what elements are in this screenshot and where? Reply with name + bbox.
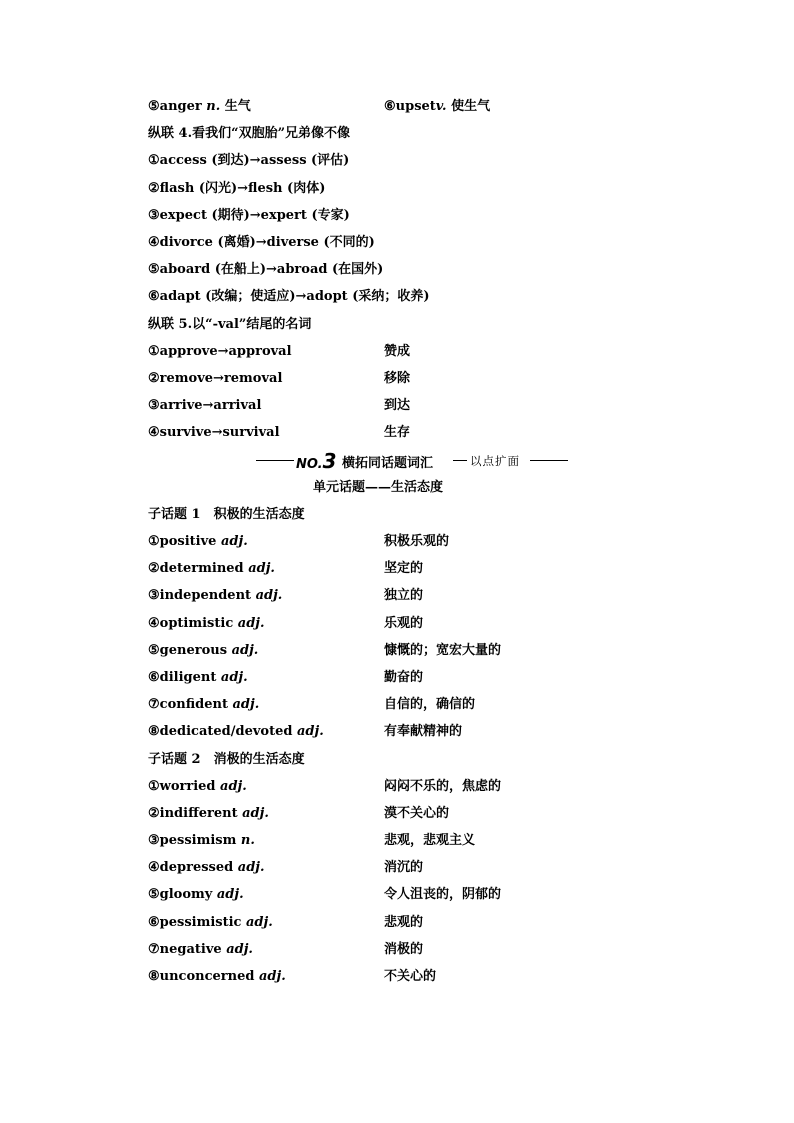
vocab-word: gloomy [159,887,213,903]
vocab-word: indifferent [159,805,238,821]
vocab-meaning: 使生气 [451,99,491,114]
banner-number [296,449,337,473]
vocab-meaning: 积极乐观的 [384,534,450,549]
part-of-speech: adj. [216,887,244,903]
vocab-meaning: 漠不关心的 [384,805,450,821]
vocab-meaning: 消极的 [384,941,424,957]
document-page [148,93,648,990]
vocab-word: pessimism [159,833,237,849]
derivation-word: ③arrive→arrival [148,398,262,414]
vocab-row [148,963,648,990]
banner-no-label: NO. [296,457,323,473]
derivation-word: ④survive→survival [148,425,280,441]
banner-subtitle: 以点扩面 [470,454,520,469]
item-number: ② [148,561,160,577]
word-pair-row: ①access (到达)→assess (评估) [148,153,350,169]
vocab-row [148,582,648,609]
vocab-word: determined [159,561,244,577]
item-number: ① [148,778,160,794]
item-number: ① [148,534,160,549]
vocab-meaning: 自信的，确信的 [384,697,476,713]
word-pair-row: ④divorce (离婚)→diverse (不同的) [148,234,375,250]
vocab-row-anger [148,93,648,120]
vocab-row [148,909,648,936]
vocab-word: depressed [159,860,234,876]
part-of-speech: n. [206,99,221,114]
derivation-meaning: 移除 [384,370,411,386]
vocab-row [148,664,648,691]
vocab-meaning: 不关心的 [384,969,437,984]
vocab-row [148,881,648,908]
vocab-row [148,827,648,854]
item-number: ④ [148,860,160,876]
vocab-meaning: 令人沮丧的，阴郁的 [384,887,502,903]
vocab-meaning: 坚定的 [384,561,424,577]
item-number: ⑧ [148,969,160,984]
word-pair-row: ⑥adapt (改编；使适应)→adopt (采纳；收养) [148,289,430,305]
item-number: ⑥ [384,99,396,114]
part-of-speech: adj. [226,941,253,957]
word-derivation-row [148,365,648,392]
vocab-meaning: 独立的 [384,588,424,604]
unit-topic-heading: 单元话题——生活态度 [312,479,443,495]
vocab-word: upset [395,99,436,114]
vocab-meaning: 勤奋的 [384,669,424,685]
banner-rule-middle [453,460,467,461]
vocab-word: worried [159,778,216,794]
vocab-row [148,691,648,718]
subtopic-1-title: 子话题 1 积极的生活态度 [148,506,305,522]
part-of-speech: adj. [220,669,248,685]
part-of-speech: adj. [246,914,273,930]
vocab-word: diligent [159,669,217,685]
derivation-meaning: 到达 [384,398,411,414]
vocab-word: optimistic [159,615,234,631]
item-number: ⑤ [148,887,160,903]
vocab-word: independent [159,588,252,604]
vocab-row [148,936,648,963]
vocab-meaning: 悲观的 [384,914,424,930]
vocab-meaning: 生气 [224,99,251,114]
vocab-meaning: 消沉的 [384,860,424,876]
banner-no-digit: 3 [322,449,337,474]
vocab-word: negative [159,941,222,957]
vocab-word: positive [159,534,217,549]
part-of-speech: adj. [258,969,286,984]
item-number: ⑥ [148,914,160,930]
derivation-word: ②remove→removal [148,370,283,386]
item-number: ⑦ [148,941,160,957]
subtopic-2-title: 子话题 2 消极的生活态度 [148,751,305,767]
derivation-meaning: 赞成 [384,343,411,359]
item-number: ③ [148,588,160,604]
vocab-word: confident [159,697,228,713]
vocab-word: generous [159,642,228,658]
part-of-speech: adj. [255,588,283,604]
part-of-speech: adj. [231,642,259,658]
part-of-speech: adj. [237,860,265,876]
part-of-speech: adj. [237,615,265,631]
vocab-row [148,800,648,827]
part-of-speech: adj. [220,778,247,794]
item-number: ② [148,805,160,821]
part-of-speech: adj. [242,805,269,821]
banner-title: 横拓同话题词汇 [342,456,434,472]
vocab-row [148,854,648,881]
vocab-row [148,610,648,637]
vocab-row [148,773,648,800]
item-number: ④ [148,615,160,631]
word-derivation-row [148,392,648,419]
vocab-row [148,637,648,664]
part-of-speech: adj. [248,561,275,577]
vocab-row [148,528,648,555]
section-banner [148,446,648,473]
vocab-row [148,555,648,582]
word-pair-row: ②flash (闪光)→flesh (肉体) [148,180,326,196]
word-derivation-row [148,419,648,446]
banner-rule-left [256,460,294,461]
word-pair-row: ⑤aboard (在船上)→abroad (在国外) [148,262,384,278]
vocab-word: unconcerned [159,969,255,984]
derivation-meaning: 生存 [384,425,411,441]
part-of-speech: adj. [220,534,248,549]
part-of-speech: n. [240,833,255,849]
vocab-row-upset [384,93,490,120]
vocab-meaning: 闷闷不乐的，焦虑的 [384,778,502,794]
part-of-speech: adj. [232,697,260,713]
vocab-meaning: 乐观的 [384,615,424,631]
vocab-word: anger [159,99,202,114]
section-title-link4: 纵联 4.看我们“双胞胎”兄弟像不像 [148,126,351,142]
part-of-speech: v. [435,99,447,114]
part-of-speech: adj. [296,724,324,740]
word-pair-row: ③expect (期待)→expert (专家) [148,207,350,223]
item-number: ⑤ [148,642,160,658]
derivation-word: ①approve→approval [148,343,292,359]
item-number: ⑦ [148,697,160,713]
vocab-meaning: 慷慨的；宽宏大量的 [384,642,502,658]
item-number: ⑤ [148,99,160,114]
vocab-meaning: 悲观，悲观主义 [384,833,476,849]
section-title-link5: 纵联 5.以“-val”结尾的名词 [148,316,312,332]
word-derivation-row [148,338,648,365]
vocab-meaning: 有奉献精神的 [384,724,463,740]
banner-rule-right [530,460,568,461]
item-number: ⑥ [148,669,160,685]
vocab-word: dedicated/devoted [159,724,293,740]
item-number: ⑧ [148,724,160,740]
vocab-row [148,718,648,745]
vocab-word: pessimistic [159,914,242,930]
item-number: ③ [148,833,160,849]
